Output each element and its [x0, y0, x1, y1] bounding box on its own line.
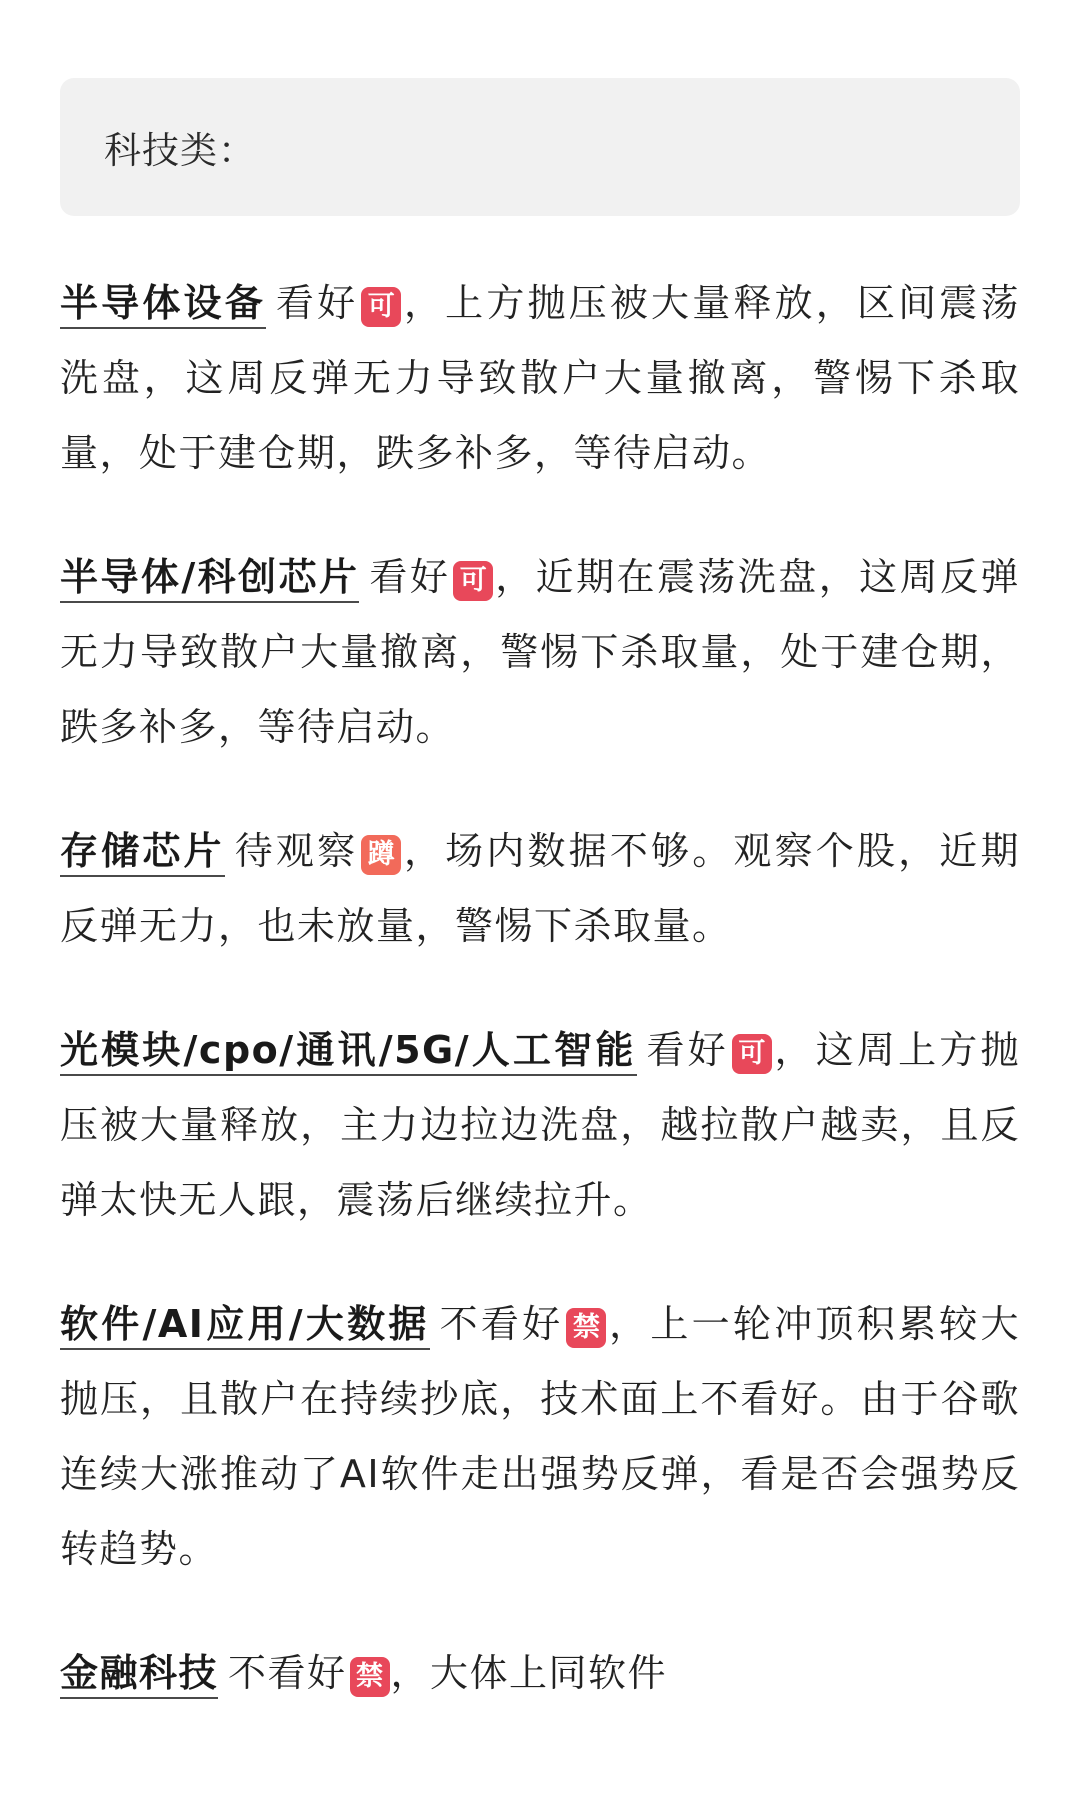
rating-badge-icon: 禁 — [350, 1657, 390, 1697]
sector-rating: 待观察 — [234, 829, 359, 873]
sector-title: 半导体/科创芯片 — [60, 555, 359, 603]
sector-title: 光模块/cpo/通讯/5G/人工智能 — [60, 1028, 637, 1076]
sector-rating: 看好 — [369, 555, 451, 599]
sector-rating: 不看好 — [228, 1651, 347, 1695]
section-header — [60, 78, 1020, 216]
sector-title: 半导体设备 — [60, 281, 266, 329]
rating-badge-icon: 可 — [361, 287, 401, 327]
sector-title: 金融科技 — [60, 1651, 218, 1699]
sector-rating: 看好 — [646, 1028, 729, 1072]
sector-title: 存储芯片 — [60, 829, 225, 877]
sector-description: ，上方抛压被大量释放，区间震荡洗盘，这周反弹无力导致散户大量撤离，警惕下杀取量，处于建仓期，跌多补多，等待启动。 — [60, 281, 1020, 475]
sector-description: ，近期在震荡洗盘，这周反弹无力导致散户大量撤离，警惕下杀取量，处于建仓期，跌多补多，等待启动。 — [60, 555, 1020, 749]
sector-description: ，这周上方抛压被大量释放，主力边拉边洗盘，越拉散户越卖，且反弹太快无人跟，震荡后继续拉升。 — [60, 1028, 1020, 1222]
sector-item — [60, 540, 1020, 765]
sector-rating: 看好 — [275, 281, 359, 325]
sector-description: ，上一轮冲顶积累较大抛压，且散户在持续抄底，技术面上不看好。由于谷歌连续大涨推动了AI软件走出强势反弹，看是否会强势反转趋势。 — [60, 1302, 1020, 1571]
section-header-label: 科技类： — [104, 129, 256, 172]
sector-description: ，场内数据不够。观察个股，近期反弹无力，也未放量，警惕下杀取量。 — [60, 829, 1020, 948]
rating-badge-icon: 可 — [732, 1034, 772, 1074]
sector-description: ，大体上同软件 — [390, 1651, 668, 1695]
sector-item — [60, 266, 1020, 491]
sector-rating: 不看好 — [439, 1302, 564, 1346]
rating-badge-icon: 蹲 — [361, 835, 401, 875]
sector-item — [60, 1636, 1020, 1711]
rating-badge-icon: 禁 — [566, 1308, 606, 1348]
sector-item — [60, 1013, 1020, 1238]
sector-item — [60, 814, 1020, 964]
rating-badge-icon: 可 — [453, 561, 493, 601]
sector-item — [60, 1287, 1020, 1587]
sector-title: 软件/AI应用/大数据 — [60, 1302, 430, 1350]
sector-list — [60, 266, 1020, 1711]
